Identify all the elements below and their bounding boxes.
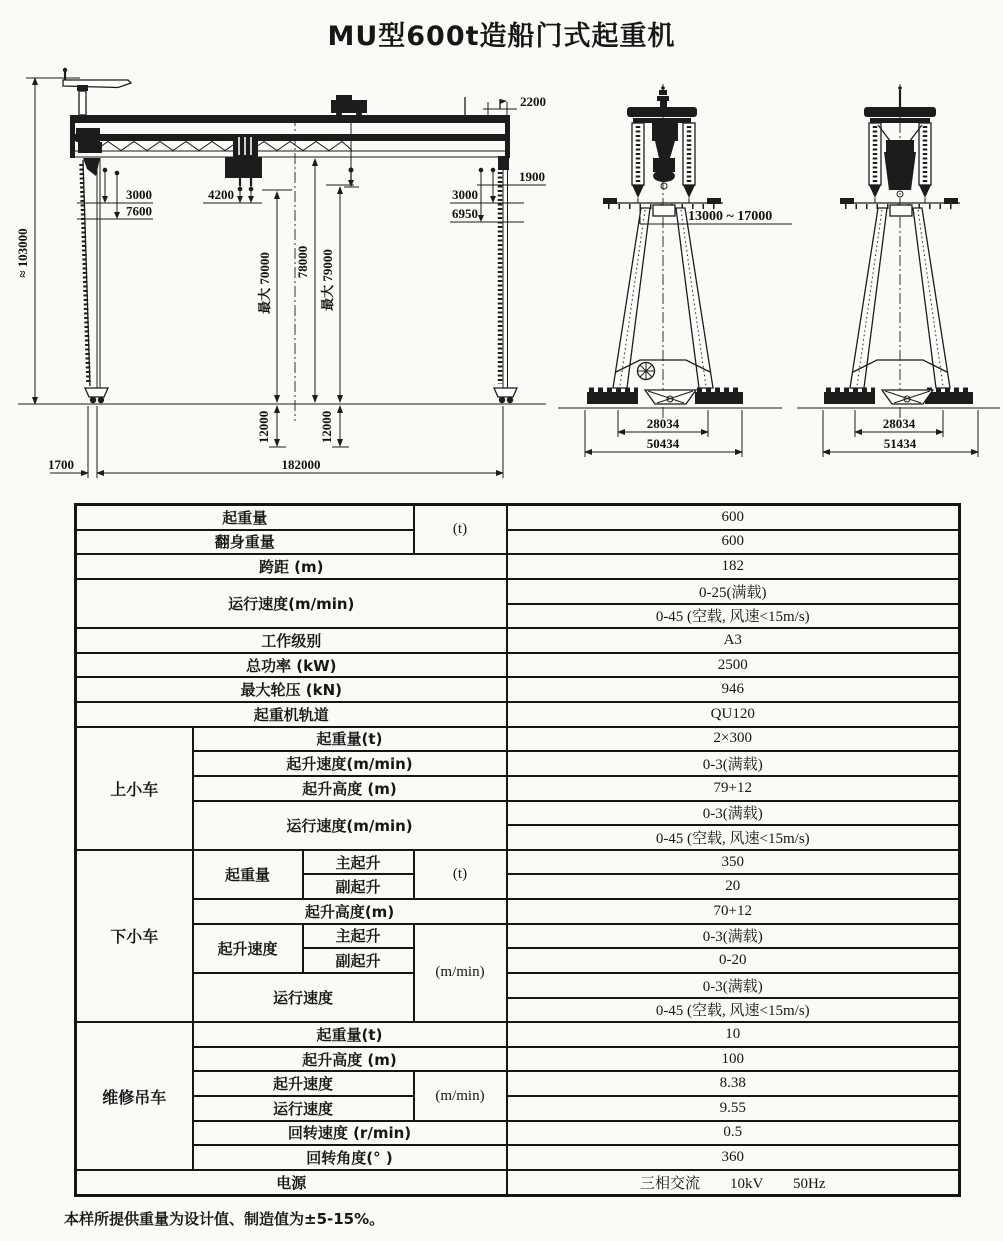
row-value: 100 [507,1047,960,1072]
table-row [76,899,960,924]
dim-78000-label: 78000 [295,245,310,279]
side-b-hook-block [878,125,922,197]
row-value: 0-45 (空载, 风速<15m/s) [507,825,960,850]
dim-4200-label: 4200 [208,187,234,202]
row-value: 20 [507,874,960,899]
dim-28034-a-label: 28034 [646,416,680,431]
spec-table [74,503,961,1197]
front-elevation-view [15,68,546,478]
dim-7600-label: 7600 [126,203,152,219]
side-view-b [797,84,1000,457]
row-label: 跨距 (m) [76,554,507,579]
row-value: 0-45 (空载, 风速<15m/s) [507,604,960,629]
row-value: 10 [507,1022,960,1047]
row-unit: (t) [414,850,507,899]
dim-1700-label: 1700 [48,457,74,472]
table-row [76,702,960,727]
table-row [76,1047,960,1072]
row-value: 8.38 [507,1071,960,1096]
row-unit: (m/min) [414,924,507,1023]
table-row [76,1022,960,1047]
row-value: 0-3(满载) [507,801,960,826]
right-leg [494,156,517,403]
group-label-upper-trolley: 上小车 [76,727,193,850]
table-row [76,1145,960,1170]
table-row [76,801,960,826]
dim-6950-label: 6950 [452,206,478,221]
dim-51434-label: 51434 [883,436,917,451]
group-label-service-crane: 维修吊车 [76,1022,193,1170]
page-title: MU型600t造船门式起重机 [327,21,676,52]
group-label-lower-trolley: 下小车 [76,850,193,1022]
dim-clearance [295,159,315,402]
side-view-a [558,84,792,457]
dim-12000-right-label: 12000 [319,410,334,444]
dim-hook-lower [257,190,292,402]
row-label: 运行速度(m/min) [193,801,507,850]
side-a-cap [627,107,697,123]
table-row [76,727,960,752]
row-value: 600 [507,530,960,555]
row-value: 0-3(满载) [507,924,960,949]
row-label: 起升速度(m/min) [193,751,507,776]
table-row [76,677,960,702]
side-b-cap [864,107,936,123]
footnote: 本样所提供重量为设计值、制造值为±5-15%。 [64,1210,385,1228]
dim-28034-b-label: 28034 [882,416,916,431]
table-row [76,579,960,604]
left-leg [82,158,109,403]
row-value-power: 三相交流 10kV 50Hz [507,1170,960,1196]
table-row [76,505,960,530]
row-label: 起重量(t) [193,727,507,752]
row-label: 起重机轨道 [76,702,507,727]
row-unit: (m/min) [414,1071,507,1120]
main-girder [70,97,510,158]
dim-top-clearance [483,94,546,116]
side-a-top-mast [657,86,669,107]
table-row [76,1121,960,1146]
row-value: 0-45 (空载, 风速<15m/s) [507,998,960,1023]
girder-truss [95,142,352,151]
side-b-top-mast [898,86,902,107]
row-sublabel: 副起升 [303,948,414,973]
row-label: 工作级别 [76,628,507,653]
row-unit: (t) [414,505,507,555]
dim-left-offsets [77,168,153,219]
row-sublabel: 主起升 [303,924,414,949]
side-a-bogie [587,390,743,404]
dim-79000-label: 最大 79000 [320,249,335,311]
row-value: QU120 [507,702,960,727]
row-label: 翻身重量 [76,530,414,555]
row-value: 182 [507,554,960,579]
row-value: 0-20 [507,948,960,973]
row-value: 350 [507,850,960,875]
table-row [76,1071,960,1096]
dim-bottom [48,406,503,478]
row-value: 70+12 [507,899,960,924]
row-label: 最大轮压 (kN) [76,677,507,702]
dim-182000-label: 182000 [281,457,321,472]
row-label: 回转角度(° ) [193,1145,507,1170]
dim-3000-left-label: 3000 [126,187,152,202]
row-label: 运行速度(m/min) [76,579,507,628]
row-value: 360 [507,1145,960,1170]
dim-trolley-gauge [203,186,262,203]
table-row [76,776,960,801]
row-label: 回转速度 (r/min) [193,1121,507,1146]
row-value: 0-25(满载) [507,579,960,604]
side-b-bogie [824,390,973,404]
dim-70000-label: 最大 70000 [257,252,272,314]
row-value: 2500 [507,653,960,678]
row-label: 运行速度 [193,1096,414,1121]
row-value: 2×300 [507,727,960,752]
row-label: 起升高度 (m) [193,1047,507,1072]
table-row [76,924,960,949]
row-label: 起重量 [193,850,303,899]
table-row [76,653,960,678]
dim-13000-17000-label: 13000 ~ 17000 [688,209,773,224]
row-sublabel: 主起升 [303,850,414,875]
dim-2200-label: 2200 [520,94,546,109]
table-row [76,850,960,875]
technical-drawing [0,52,1003,500]
dim-hook-upper [320,185,354,402]
row-label: 起升速度 [193,924,303,973]
row-value: 600 [507,505,960,530]
dim-3000-right-label: 3000 [452,187,478,202]
dim-50434-label: 50434 [646,436,680,451]
jib-crane [63,68,131,115]
table-row [76,628,960,653]
row-label: 起升速度 [193,1071,414,1096]
side-a-dims [585,410,742,457]
row-label: 起重量(t) [193,1022,507,1047]
dim-total-height-label: ≈ 103000 [15,228,30,278]
lower-trolley [225,135,262,186]
dim-1900-label: 1900 [519,169,545,184]
row-label-power: 电源 [76,1170,507,1196]
table-row [76,1170,960,1196]
table-row [76,1096,960,1121]
table-row [76,530,960,555]
dim-12000-left-label: 12000 [256,410,271,444]
table-row [76,973,960,998]
side-b-dims [823,410,978,457]
row-value: 946 [507,677,960,702]
row-value: 79+12 [507,776,960,801]
row-value: 0.5 [507,1121,960,1146]
row-value: 0-3(满载) [507,751,960,776]
row-value: 9.55 [507,1096,960,1121]
row-label: 起升高度(m) [193,899,507,924]
row-label: 起重量 [76,505,414,530]
table-row [76,751,960,776]
table-row [76,554,960,579]
row-sublabel: 副起升 [303,874,414,899]
side-a-hook-block [652,123,678,189]
row-label: 起升高度 (m) [193,776,507,801]
row-value: A3 [507,628,960,653]
row-label: 运行速度 [193,973,414,1022]
row-label: 总功率 (kW) [76,653,507,678]
row-value: 0-3(满载) [507,973,960,998]
dim-below-rail [256,406,349,447]
